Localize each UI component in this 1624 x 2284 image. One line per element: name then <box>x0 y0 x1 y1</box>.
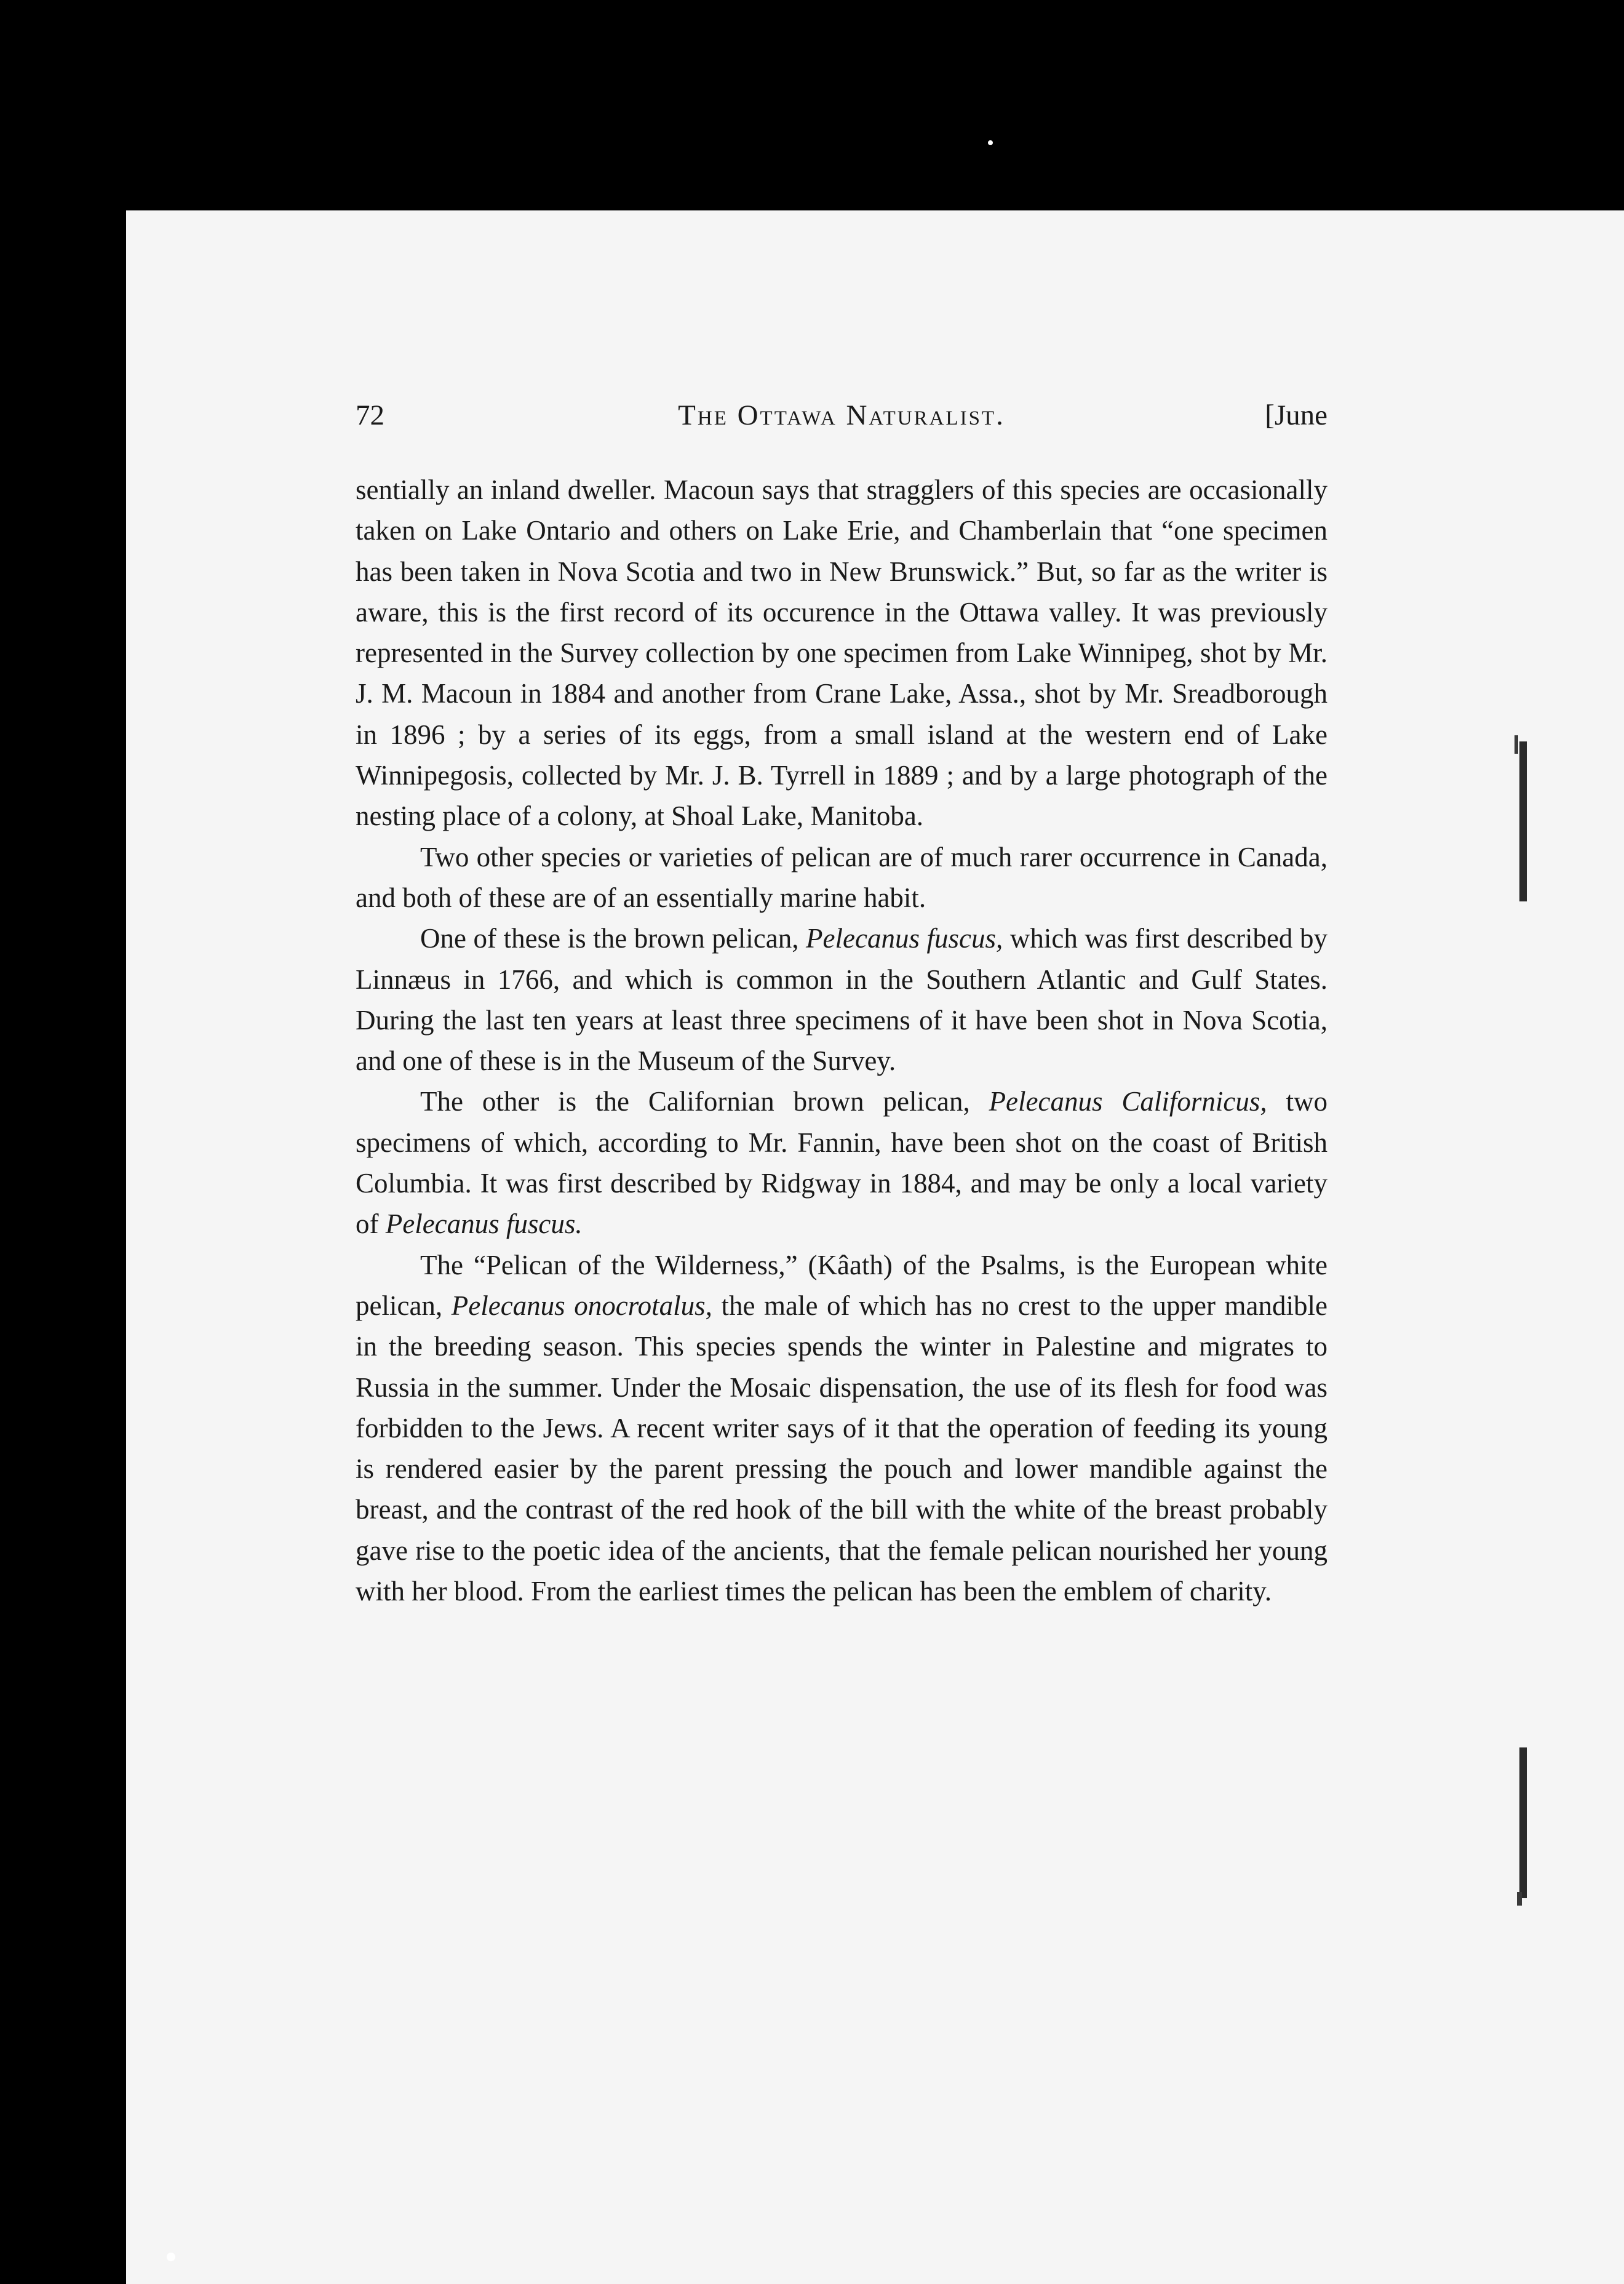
page-number: 72 <box>356 399 384 431</box>
species-name: Pelecanus fuscus, <box>806 923 1003 954</box>
film-speck <box>167 2253 175 2261</box>
paragraph-text: which was first described by Linnæus in 1766, and which is common in the Southern Atlantic and Gulf States. During the last ten years at least three specimens of it have been shot in Nova Scotia, and one of these is in the Museum of the Survey. <box>356 923 1327 1077</box>
paragraph-text: two specimens of which, according to Mr. Fannin, have been shot on the coast of British Columbia. It was first described by Ridgway in 1884, and may be only a local variety of <box>356 1086 1327 1240</box>
article-body <box>356 469 1327 1611</box>
margin-mark-top <box>1519 741 1527 901</box>
paragraph-text: sentially an inland dweller. Macoun says that stragglers of this species are occasionally taken on Lake Ontario and others on Lake Erie, and Chamberlain that “one specimen has been taken in Nova Scotia and two in New Brunswick.” But, so far as the writer is aware, this is the first record of its occurence in the Ottawa valley. It was previously represented in the Survey collection by one specimen from Lake Winnipeg, shot by Mr. J. M. Macoun in 1884 and another from Crane Lake, Assa., shot by Mr. Sreadborough in 1896 ; by a series of its eggs, from a small island at the western end of Lake Winnipegosis, collected by Mr. J. B. Tyrrell in 1889 ; and by a large photograph of the nesting place of a colony, at Shoal Lake, Manitoba. <box>356 474 1327 832</box>
margin-mark-bottom <box>1519 1747 1527 1898</box>
paragraph <box>356 469 1327 837</box>
paragraph <box>356 1245 1327 1612</box>
paragraph <box>356 1081 1327 1244</box>
film-speck <box>988 140 993 145</box>
paragraph-text: One of these is the brown pelican, <box>420 923 806 954</box>
journal-title: The Ottawa Naturalist. <box>678 399 1005 431</box>
paragraph-text: The other is the Californian brown pelican, <box>420 1086 989 1117</box>
running-header <box>356 399 1327 436</box>
species-name: Pelecanus onocrotalus, <box>451 1290 712 1321</box>
species-name: Pelecanus Californicus, <box>989 1086 1267 1117</box>
issue-month: [June <box>1265 399 1327 431</box>
paragraph-text: Two other species or varieties of pelican are of much rarer occurrence in Canada, and both of these are of an essentially marine habit. <box>356 841 1327 913</box>
paragraph <box>356 837 1327 919</box>
paragraph-text: The “Pelican of the Wilderness,” (Kâath) of the Psalms, is the European white pelican, <box>356 1249 1327 1321</box>
paragraph <box>356 918 1327 1081</box>
species-name: Pelecanus fuscus. <box>385 1208 583 1240</box>
margin-mark-bottom-tick <box>1517 1892 1522 1906</box>
paragraph-text: the male of which has no crest to the upper mandible in the breeding season. This species spends the winter in Palestine and migrates to Russia in the summer. Under the Mosaic dispensation, the use of its flesh for food was forbidden to the Jews. A recent writer says of it that the operation of feeding its young is rendered easier by the parent pressing the pouch and lower mandible against the breast, and the contrast of the red hook of the bill with the white of the breast probably gave rise to the poetic idea of the ancients, that the female pelican nourished her young with her blood. From the earliest times the pelican has been the emblem of charity. <box>356 1290 1327 1607</box>
margin-mark-top-tick <box>1515 735 1518 754</box>
